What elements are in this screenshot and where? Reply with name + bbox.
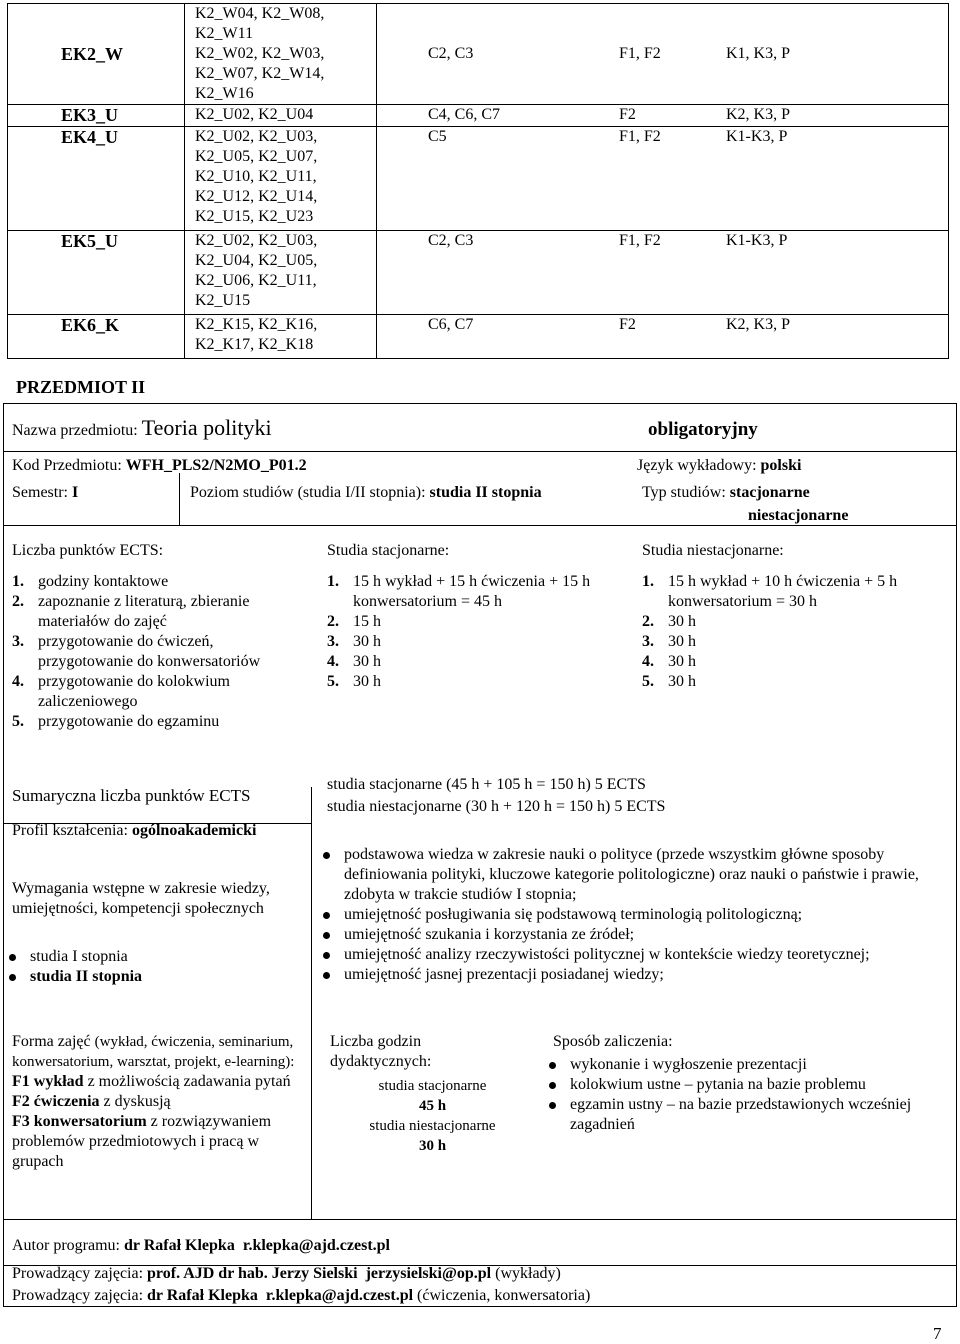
language-label: Język wykładowy: (637, 457, 757, 474)
bullet-icon (549, 1102, 556, 1109)
effect-code: EK4_U (8, 127, 185, 231)
ects-item: 2. 30 h (642, 613, 696, 630)
level-label: Poziom studiów (studia I/II stopnia): (190, 484, 426, 501)
effect-form: F1, F2 (619, 45, 661, 62)
effects-row (8, 231, 949, 315)
effect-form: F1, F2 (619, 128, 661, 145)
lecturer-name: dr Rafał Klepka (147, 1287, 258, 1304)
hours-stationary-label: studia stacjonarne (378, 1078, 487, 1094)
author-name: dr Rafał Klepka (123, 1237, 235, 1254)
profile-label: Profil kształcenia: (12, 822, 128, 839)
bullet-icon (9, 954, 16, 961)
lecturer-email: jerzysielski@op.pl (365, 1265, 492, 1282)
effects-row (8, 315, 949, 359)
study-level-item: studia II stopnia (6, 967, 296, 987)
hours-nonstationary-value: 30 h (418, 1138, 447, 1154)
form-f2: F2 ćwiczenia z dyskusją (12, 1093, 171, 1110)
effect-refs: K2_K15, K2_K16, K2_K17, K2_K18 (185, 315, 377, 359)
assessment-label: Sposób zaliczenia: (553, 1033, 673, 1050)
bullet-icon (323, 852, 330, 859)
level-value: studia II stopnia (429, 484, 542, 501)
study-type-label: Typ studiów: (642, 484, 726, 501)
effect-code: EK2_W (8, 4, 185, 105)
ects-item: 1. 15 h wykład + 10 h ćwiczenia + 5 h konwersatorium = 30 h (642, 573, 898, 610)
profile-value: ogólnoakademicki (131, 822, 257, 839)
subject-label: Nazwa przedmiotu: (12, 422, 138, 439)
ects-item: 4. przygotowanie do kolokwium zaliczeniowego (12, 673, 230, 710)
subject-row (12, 415, 272, 441)
effect-assessment: K1-K3, P (726, 128, 788, 145)
ects-nonstationary-list (642, 572, 947, 692)
forms-label: Forma zajęć (wykład, ćwiczenia, seminarium, konwersatorium, warsztat, projekt, e-learning): (12, 1033, 295, 1070)
subject-status: obligatoryjny (648, 419, 758, 440)
effect-code: EK5_U (8, 231, 185, 315)
lecturer-name: prof. AJD dr hab. Jerzy Sielski (147, 1265, 358, 1282)
bullet-icon (323, 952, 330, 959)
effect-refs: K2_W04, K2_W08, K2_W11 K2_W02, K2_W03, K2_W07, K2_W14, K2_W16 (185, 4, 377, 105)
author-email: r.klepka@ajd.czest.pl (242, 1237, 390, 1254)
hours-nonstationary-label: studia niestacjonarne (369, 1118, 496, 1134)
form-f3: F3 konwersatorium z rozwiązywaniem problemów przedmiotowych i pracą w grupach (12, 1113, 272, 1170)
summary-label: Sumaryczna liczba punktów ECTS (12, 786, 251, 805)
ects-item: 5. 30 h (642, 673, 696, 690)
effect-content: C5 (428, 128, 447, 145)
summary-line-2: studia niestacjonarne (30 h + 120 h = 150 h) 5 ECTS (327, 798, 666, 815)
bullet-icon (549, 1082, 556, 1089)
effect-form: F2 (619, 316, 636, 333)
effects-row (8, 105, 949, 127)
requirement-item: umiejętność posługiwania się podstawową terminologią politologiczną; (320, 905, 942, 925)
effect-refs: K2_U02, K2_U04 (185, 105, 377, 127)
effect-content: C6, C7 (428, 316, 474, 333)
semester-value: I (72, 484, 79, 501)
lecturer-note: (ćwiczenia, konwersatoria) (417, 1287, 591, 1304)
effect-content: C4, C6, C7 (428, 106, 501, 123)
effect-form: F2 (619, 106, 636, 123)
effect-refs: K2_U02, K2_U03, K2_U05, K2_U07, K2_U10, K2_U11, K2_U12, K2_U14, K2_U15, K2_U23 (185, 127, 377, 231)
profile-row (12, 821, 256, 841)
forms-block (12, 1032, 312, 1172)
requirements-levels (6, 947, 296, 987)
ects-item: 3. przygotowanie do ćwiczeń, przygotowanie do konwersatoriów (12, 633, 261, 670)
effect-assessment: K1-K3, P (726, 232, 788, 249)
effect-assessment: K2, K3, P (726, 106, 791, 123)
effect-assessment: K1, K3, P (726, 45, 791, 62)
study-type-row (642, 483, 810, 503)
ects-item: 1. godziny kontaktowe (12, 573, 169, 590)
level-row (190, 483, 542, 503)
effects-row (8, 4, 949, 105)
code-row (12, 456, 307, 476)
subject-name: Teoria polityki (141, 415, 272, 440)
ects-stationary-list (327, 572, 627, 692)
effect-code: EK3_U (8, 105, 185, 127)
requirement-item: umiejętność analizy rzeczywistości politycznej w kontekście wiedzy teoretycznej; (320, 945, 942, 965)
ects-item: 5. 30 h (327, 673, 381, 690)
ects-item: 2. zapoznanie z literaturą, zbieranie materiałów do zajęć (12, 593, 250, 630)
effect-form: F1, F2 (619, 232, 661, 249)
bullet-icon (323, 912, 330, 919)
author-label: Autor programu: (12, 1237, 120, 1254)
requirements-label: Wymagania wstępne w zakresie wiedzy, umiejętności, kompetencji społecznych (12, 880, 270, 917)
hours-label: Liczba godzin dydaktycznych: (330, 1033, 432, 1070)
study-type-value-1: stacjonarne (729, 484, 810, 501)
summary-stationary (327, 775, 646, 795)
language-value: polski (760, 457, 802, 474)
author-row (12, 1236, 390, 1256)
ects-nonstationary-label: Studia niestacjonarne: (642, 542, 784, 559)
requirement-item: podstawowa wiedza w zakresie nauki o polityce (przede wszystkim główne sposoby definiowania polityki, kluczowe kategorie politologiczne) oraz nauki o państwie i prawie, zdobyta w trakcie studiów I stopnia; (320, 845, 942, 905)
hours-block (330, 1076, 535, 1156)
ects-label: Liczba punktów ECTS: (12, 542, 164, 559)
section-title: PRZEDMIOT II (16, 377, 146, 397)
ects-item: 3. 30 h (327, 633, 381, 650)
ects-item: 4. 30 h (642, 653, 696, 670)
assessment-item: wykonanie i wygłoszenie prezentacji (546, 1055, 941, 1075)
code-label: Kod Przedmiotu: (12, 457, 122, 474)
summary-nonstationary (327, 797, 665, 817)
requirement-item: umiejętność jasnej prezentacji posiadanej wiedzy; (320, 965, 942, 985)
hours-stationary-value: 45 h (418, 1098, 447, 1114)
lecturer-note: (wykłady) (495, 1265, 561, 1282)
bullet-icon (9, 974, 16, 981)
lecturer-row: Prowadzący zajęcia: dr Rafał Klepka r.klepka@ajd.czest.pl (ćwiczenia, konwersatoria) (12, 1287, 591, 1304)
ects-item: 4. 30 h (327, 653, 381, 670)
bullet-icon (323, 972, 330, 979)
assessment-item: kolokwium ustne – pytania na bazie problemu (546, 1075, 941, 1095)
assessment-list (546, 1055, 941, 1135)
ects-items-list (12, 572, 300, 732)
ects-item: 3. 30 h (642, 633, 696, 650)
code-value: WFH_PLS2/N2MO_P01.2 (125, 457, 307, 474)
semester-row (12, 483, 78, 503)
lecturer-row: Prowadzący zajęcia: prof. AJD dr hab. Jerzy Sielski jerzysielski@op.pl (wykłady) (12, 1265, 561, 1282)
effects-row (8, 127, 949, 231)
effect-code: EK6_K (8, 315, 185, 359)
lecturer-email: r.klepka@ajd.czest.pl (265, 1287, 414, 1304)
ects-item: 5. przygotowanie do egzaminu (12, 713, 220, 730)
bullet-icon (323, 932, 330, 939)
effect-content: C2, C3 (428, 45, 474, 62)
requirements-list (320, 845, 942, 985)
study-level-item: studia I stopnia (6, 947, 296, 967)
study-type-value-2: niestacjonarne (748, 507, 849, 524)
effect-assessment: K2, K3, P (726, 316, 791, 333)
language-row (637, 456, 801, 476)
ects-stationary-label: Studia stacjonarne: (327, 542, 450, 559)
semester-label: Semestr: (12, 484, 68, 501)
requirement-item: umiejętność szukania i korzystania ze źródeł; (320, 925, 942, 945)
effects-table (7, 3, 949, 359)
assessment-item: egzamin ustny – na bazie przedstawionych wcześniej zagadnień (546, 1095, 941, 1135)
effect-refs: K2_U02, K2_U03, K2_U04, K2_U05, K2_U06, K2_U11, K2_U15 (185, 231, 377, 315)
summary-line-1: studia stacjonarne (45 h + 105 h = 150 h) 5 ECTS (327, 776, 646, 793)
page-number: 7 (933, 1324, 942, 1343)
ects-item: 1. 15 h wykład + 15 h ćwiczenia + 15 h konwersatorium = 45 h (327, 573, 591, 610)
ects-item: 2. 15 h (327, 613, 381, 630)
effect-content: C2, C3 (428, 232, 474, 249)
bullet-icon (549, 1062, 556, 1069)
form-f1: F1 wykład z możliwością zadawania pytań (12, 1073, 291, 1090)
